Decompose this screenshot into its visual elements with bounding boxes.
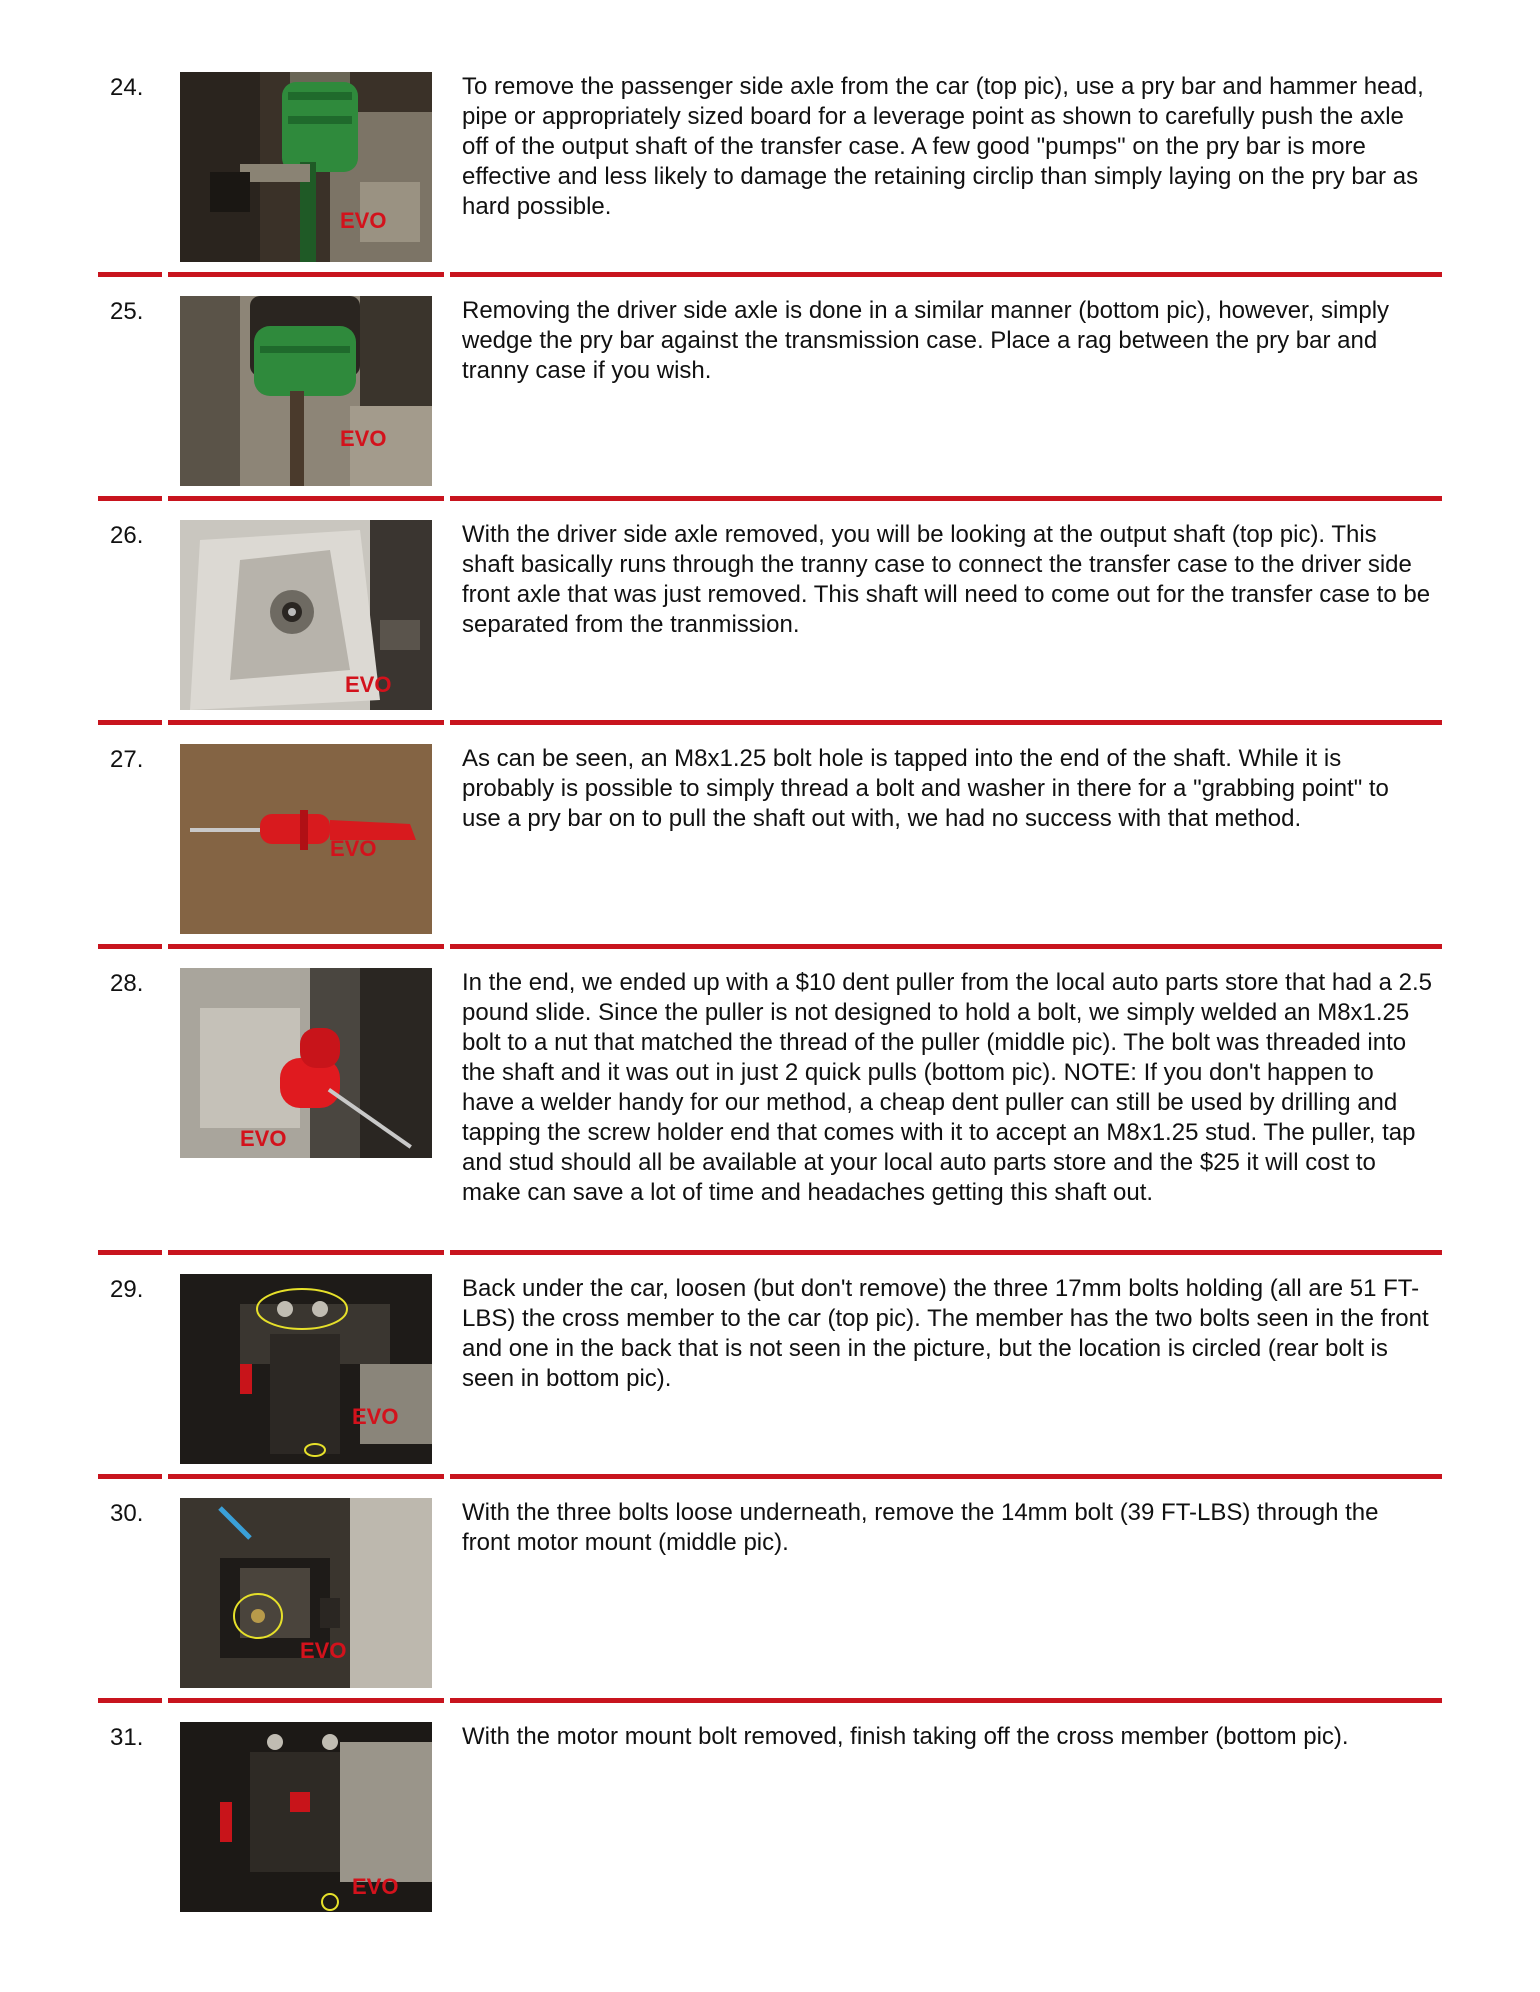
divider-middle [168,272,444,277]
divider-left [98,272,162,277]
step-number: 24. [110,74,144,101]
step-number: 26. [110,522,144,549]
evo-watermark: EVO [352,1874,399,1899]
driver-axle-photo [180,296,432,486]
step-description: Back under the car, loosen (but don't remove) the three 17mm bolts holding (all are 51 FT-LBS) the cross member to the car (top pic). The member has the two bolts seen in the front and one in the back that is not seen in the picture, but the location is circled (rear bolt is seen in bottom pic). [462,1275,1429,1392]
evo-watermark: EVO [300,1638,347,1663]
evo-watermark: EVO [240,1126,287,1151]
step-28 [0,954,1540,1206]
divider-right [450,1474,1442,1479]
step-number: 29. [110,1276,144,1303]
divider-right [450,496,1442,501]
step-photo [180,1274,432,1464]
step-number: 31. [110,1724,144,1751]
puller-on-shaft-photo [180,968,432,1158]
divider-left [98,720,162,725]
step-description: As can be seen, an M8x1.25 bolt hole is tapped into the end of the shaft. While it is probably is possible to simply thread a bolt and washer in there for a "grabbing point" to use a pry bar on to pull the shaft out with, we had no success with that method. [462,745,1389,832]
step-number: 27. [110,746,144,773]
step-photo [180,1498,432,1688]
evo-watermark: EVO [340,208,387,233]
step-27 [0,730,1540,954]
step-29 [0,1260,1540,1484]
step-photo [180,744,432,934]
divider-right [450,944,1442,949]
step-photo [180,72,432,262]
step-description: With the motor mount bolt removed, finish taking off the cross member (bottom pic). [462,1723,1349,1750]
divider-right [450,720,1442,725]
step-photo [180,1722,432,1912]
evo-watermark: EVO [352,1404,399,1429]
evo-watermark: EVO [330,836,377,861]
step-description: Removing the driver side axle is done in a similar manner (bottom pic), however, simply wedge the pry bar against the transmission case. Place a rag between the pry bar and tranny case if you wish. [462,297,1390,384]
divider-left [98,944,162,949]
motor-mount-photo [180,1498,432,1688]
step-number: 30. [110,1500,144,1527]
step-26 [0,506,1540,730]
evo-watermark: EVO [345,672,392,697]
step-description: With the three bolts loose underneath, remove the 14mm bolt (39 FT-LBS) through the front motor mount (middle pic). [462,1499,1379,1556]
divider-middle [168,496,444,501]
step-description: In the end, we ended up with a $10 dent puller from the local auto parts store that had a 2.5 pound slide. Since the puller is not designed to hold a bolt, we simply welded an M8x1.25 bolt to a nut that matched the thread of the puller (middle pic). The bolt was threaded into the shaft and it was out in just 2 quick pulls (bottom pic). NOTE: If you don't happen to have a welder handy for our method, a cheap dent puller can still be used by drilling and tapping the screw holder end that comes with it to accept an M8x1.25 stud. The puller, tap and stud should all be available at your local auto parts store and the $25 it will cost to make can save a lot of time and headaches getting this shaft out. [462,969,1432,1206]
divider-right [450,1250,1442,1255]
step-number: 25. [110,298,144,325]
divider-middle [168,1474,444,1479]
step-photo [180,520,432,710]
divider-right [450,1698,1442,1703]
divider-middle [168,1250,444,1255]
step-31 [0,1708,1540,1932]
divider-middle [168,944,444,949]
step-photo [180,968,432,1158]
divider-middle [168,1698,444,1703]
axle-pry-bar-photo [180,72,432,262]
divider-left [98,1474,162,1479]
divider-left [98,1250,162,1255]
step-25 [0,282,1540,506]
step-30 [0,1484,1540,1708]
step-photo [180,296,432,486]
cross-member-photo [180,1274,432,1464]
step-description: With the driver side axle removed, you will be looking at the output shaft (top pic). This shaft basically runs through the tranny case to connect the transfer case to the driver side front axle that was just removed. This shaft will need to come out for the transfer case to be separated from the tranmission. [462,521,1431,638]
divider-middle [168,720,444,725]
output-shaft-photo [180,520,432,710]
evo-watermark: EVO [340,426,387,451]
dent-puller-photo [180,744,432,934]
step-number: 28. [110,970,144,997]
step-24 [0,58,1540,282]
divider-right [450,272,1442,277]
cross-member-removed-photo [180,1722,432,1912]
step-description: To remove the passenger side axle from the car (top pic), use a pry bar and hammer head, pipe or appropriately sized board for a leverage point as shown to carefully push the axle off of the output shaft of the transfer case. A few good "pumps" on the pry bar is more effective and less likely to damage the retaining circlip than simply laying on the pry bar as hard possible. [462,73,1424,220]
divider-left [98,496,162,501]
divider-left [98,1698,162,1703]
